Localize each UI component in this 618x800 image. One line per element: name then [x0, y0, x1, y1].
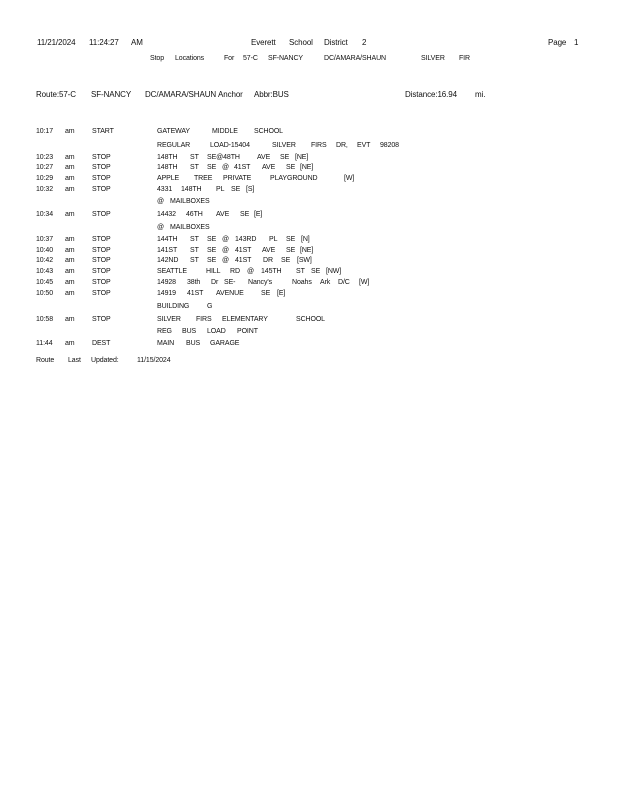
- stop-type: STOP: [92, 154, 111, 161]
- stop-type: STOP: [92, 316, 111, 323]
- stop-ampm: am: [65, 186, 75, 193]
- stop-location-word: PLAYGROUND: [270, 175, 318, 182]
- stop-location-word: SE-: [224, 279, 236, 286]
- stop-location-word: 41ST: [234, 164, 251, 171]
- route-drivers: DC/AMARA/SHAUN: [145, 90, 217, 99]
- stop-ampm: am: [65, 257, 75, 264]
- stop-location-word: 14432: [157, 211, 176, 218]
- stop-location-word: @: [222, 164, 230, 171]
- stop-location-word: @: [157, 224, 165, 231]
- report-time: 11:24:27: [89, 38, 119, 47]
- stop-location-word: 148TH: [157, 164, 178, 171]
- stop-location-word: 4331: [157, 186, 173, 193]
- stop-location-word: BUILDING: [157, 303, 190, 310]
- stop-time: 10:29: [36, 175, 54, 182]
- stop-location-word: SE: [311, 268, 321, 275]
- stop-ampm: am: [65, 268, 75, 275]
- stop-location-word: SE: [240, 211, 250, 218]
- subtitle-word: SF-NANCY: [268, 55, 303, 62]
- stop-location-word: ELEMENTARY: [222, 316, 268, 323]
- stop-time: 10:37: [36, 236, 54, 243]
- subtitle-word: 57-C: [243, 55, 258, 62]
- stop-location-word: SE: [231, 186, 241, 193]
- report-ampm: AM: [131, 38, 143, 47]
- stop-location-word: BUS: [186, 340, 201, 347]
- stop-ampm: am: [65, 340, 75, 347]
- stop-location-word: ST: [190, 257, 199, 264]
- stop-location-word: [S]: [246, 186, 255, 193]
- stop-location-word: [E]: [254, 211, 263, 218]
- stop-location-word: [NW]: [326, 268, 342, 275]
- stop-location-word: [W]: [344, 175, 355, 182]
- stop-location-word: PL: [269, 236, 278, 243]
- stop-location-word: GATEWAY: [157, 128, 191, 135]
- stop-location-word: Nancy's: [248, 279, 272, 286]
- stop-location-word: APPLE: [157, 175, 180, 182]
- stop-ampm: am: [65, 128, 75, 135]
- stop-location-word: 41ST: [235, 257, 252, 264]
- stop-time: 10:32: [36, 186, 54, 193]
- stop-type: START: [92, 128, 114, 135]
- report-date: 11/21/2024: [37, 38, 76, 47]
- stop-location-word: @: [222, 247, 230, 254]
- stop-location-word: [NE]: [300, 247, 314, 254]
- stop-location-word: ST: [190, 236, 199, 243]
- stop-location-word: 14919: [157, 290, 176, 297]
- stop-location-word: BUS: [182, 328, 197, 335]
- stop-location-word: ST: [190, 154, 199, 161]
- stop-location-word: 141ST: [157, 247, 178, 254]
- stop-location-word: 144TH: [157, 236, 178, 243]
- stop-location-word: 38th: [187, 279, 201, 286]
- stop-time: 10:58: [36, 316, 54, 323]
- stop-location-word: 41ST: [235, 247, 252, 254]
- stop-location-word: PL: [216, 186, 225, 193]
- stop-location-word: SE: [286, 236, 296, 243]
- stop-location-word: 143RD: [235, 236, 257, 243]
- stop-ampm: am: [65, 154, 75, 161]
- stop-location-word: POINT: [237, 328, 258, 335]
- stop-type: STOP: [92, 257, 111, 264]
- subtitle-word: DC/AMARA/SHAUN: [324, 55, 386, 62]
- stop-location-word: ST: [190, 247, 199, 254]
- stop-location-word: 46TH: [186, 211, 203, 218]
- subtitle-word: SILVER: [421, 55, 445, 62]
- stop-ampm: am: [65, 211, 75, 218]
- footer-updated-date: 11/15/2024: [137, 357, 171, 364]
- stop-type: STOP: [92, 175, 111, 182]
- stop-location-word: [NE]: [295, 154, 309, 161]
- route-abbr: Abbr:BUS: [254, 90, 289, 99]
- stop-location-word: Dr: [211, 279, 219, 286]
- stop-location-word: SILVER: [157, 316, 181, 323]
- stop-location-word: SE: [207, 257, 217, 264]
- stop-location-word: EVT: [357, 142, 371, 149]
- stop-time: 11:44: [36, 340, 53, 347]
- stop-time: 10:43: [36, 268, 54, 275]
- stop-location-word: @: [222, 257, 230, 264]
- stop-time: 10:42: [36, 257, 54, 264]
- stop-type: STOP: [92, 211, 111, 218]
- stop-location-word: ST: [190, 164, 199, 171]
- stop-location-word: 145TH: [261, 268, 282, 275]
- route-distance: Distance:16.94: [405, 90, 457, 99]
- stop-ampm: am: [65, 316, 75, 323]
- stop-location-word: [N]: [301, 236, 310, 243]
- stop-location-word: ST: [296, 268, 305, 275]
- stop-location-word: [NE]: [300, 164, 314, 171]
- stop-location-word: HILL: [206, 268, 221, 275]
- district-word: Everett: [251, 38, 276, 47]
- footer-word: Last: [68, 357, 81, 364]
- stop-time: 10:50: [36, 290, 54, 297]
- stop-location-word: RD: [230, 268, 240, 275]
- stop-location-word: SE: [286, 247, 296, 254]
- route-anchor: Anchor: [218, 90, 243, 99]
- stop-ampm: am: [65, 290, 75, 297]
- stop-location-word: REGULAR: [157, 142, 191, 149]
- stop-location-word: SE@48TH: [207, 154, 240, 161]
- stop-location-word: SCHOOL: [254, 128, 283, 135]
- stop-location-word: MAIN: [157, 340, 175, 347]
- stop-location-word: G: [207, 303, 213, 310]
- stop-type: STOP: [92, 290, 111, 297]
- stop-location-word: GARAGE: [210, 340, 240, 347]
- stop-location-word: SE: [286, 164, 296, 171]
- stop-time: 10:17: [36, 128, 54, 135]
- stop-location-word: REG: [157, 328, 172, 335]
- stop-location-word: Noahs: [292, 279, 312, 286]
- stop-location-word: TREE: [194, 175, 213, 182]
- stop-location-word: 14928: [157, 279, 176, 286]
- stop-type: STOP: [92, 279, 111, 286]
- stop-location-word: MIDDLE: [212, 128, 238, 135]
- stop-location-word: AVE: [262, 164, 276, 171]
- subtitle-word: For: [224, 55, 235, 62]
- stop-time: 10:40: [36, 247, 54, 254]
- stop-ampm: am: [65, 236, 75, 243]
- stop-location-word: SE: [207, 236, 217, 243]
- stop-location-word: FIRS: [311, 142, 327, 149]
- stop-location-word: @: [222, 236, 230, 243]
- stop-location-word: 41ST: [187, 290, 204, 297]
- stop-type: STOP: [92, 164, 111, 171]
- stop-location-word: [E]: [277, 290, 286, 297]
- stop-location-word: [W]: [359, 279, 370, 286]
- stop-location-word: AVE: [216, 211, 230, 218]
- stop-location-word: AVENUE: [216, 290, 244, 297]
- stop-location-word: FIRS: [196, 316, 212, 323]
- stop-location-word: SE: [261, 290, 271, 297]
- stop-location-word: 148TH: [157, 154, 178, 161]
- stop-location-word: 98208: [380, 142, 399, 149]
- page-label: Page: [548, 38, 567, 47]
- stop-location-word: SILVER: [272, 142, 296, 149]
- stop-type: DEST: [92, 340, 111, 347]
- stop-location-word: SE: [207, 247, 217, 254]
- page-number: 1: [574, 38, 579, 47]
- subtitle-word: FIR: [459, 55, 470, 62]
- stop-location-word: DR,: [336, 142, 348, 149]
- stop-ampm: am: [65, 279, 75, 286]
- stop-location-word: 148TH: [181, 186, 202, 193]
- stop-ampm: am: [65, 175, 75, 182]
- stop-location-word: LOAD-15404: [210, 142, 250, 149]
- stop-location-word: LOAD: [207, 328, 226, 335]
- stop-location-word: SEATTLE: [157, 268, 187, 275]
- stop-location-word: 142ND: [157, 257, 179, 264]
- footer-word: Updated:: [91, 357, 119, 364]
- subtitle-word: Locations: [175, 55, 205, 62]
- stop-location-word: SCHOOL: [296, 316, 325, 323]
- district-word: School: [289, 38, 313, 47]
- stop-ampm: am: [65, 247, 75, 254]
- stop-location-word: MAILBOXES: [170, 198, 210, 205]
- stop-location-word: MAILBOXES: [170, 224, 210, 231]
- route-name: SF-NANCY: [91, 90, 132, 99]
- stop-location-word: D/C: [338, 279, 350, 286]
- stop-location-word: DR: [263, 257, 273, 264]
- route-distance-unit: mi.: [475, 90, 486, 99]
- stop-location-word: SE: [280, 154, 290, 161]
- stop-time: 10:27: [36, 164, 54, 171]
- stop-time: 10:34: [36, 211, 54, 218]
- district-word: 2: [362, 38, 367, 47]
- footer-word: Route: [36, 357, 55, 364]
- stop-location-word: AVE: [262, 247, 276, 254]
- district-word: District: [324, 38, 348, 47]
- stop-ampm: am: [65, 164, 75, 171]
- stop-type: STOP: [92, 236, 111, 243]
- stop-type: STOP: [92, 268, 111, 275]
- stop-location-word: @: [247, 268, 255, 275]
- stop-location-word: Ark: [320, 279, 331, 286]
- stop-time: 10:23: [36, 154, 54, 161]
- stop-location-word: PRIVATE: [223, 175, 252, 182]
- route-code: Route:57-C: [36, 90, 76, 99]
- subtitle-word: Stop: [150, 55, 164, 62]
- stop-location-word: SE: [281, 257, 291, 264]
- stop-location-word: SE: [207, 164, 217, 171]
- stop-location-word: [SW]: [297, 257, 312, 264]
- stop-location-word: @: [157, 198, 165, 205]
- stop-type: STOP: [92, 247, 111, 254]
- stop-time: 10:45: [36, 279, 54, 286]
- stop-location-word: AVE: [257, 154, 271, 161]
- stop-type: STOP: [92, 186, 111, 193]
